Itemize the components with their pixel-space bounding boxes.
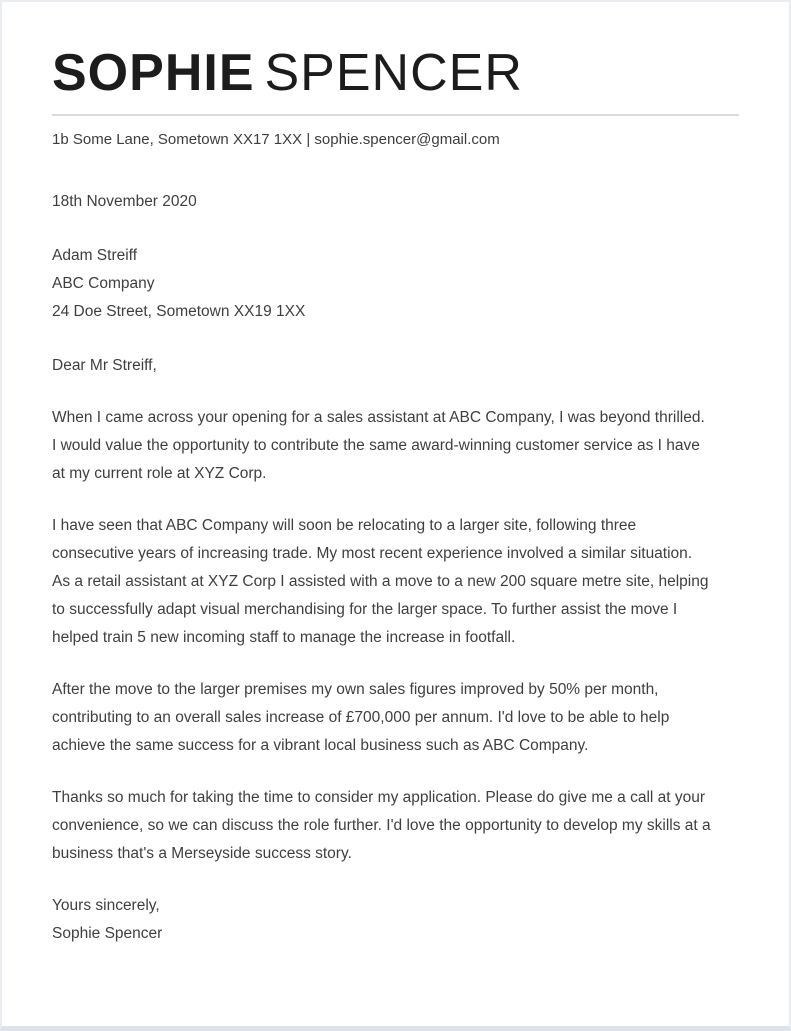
date-line: 18th November 2020 (52, 192, 197, 210)
salutation: Dear Mr Streiff, (52, 356, 157, 374)
recipient-block (52, 242, 712, 326)
closing-block (52, 892, 712, 948)
signature: Sophie Spencer (52, 924, 163, 942)
recipient-name: Adam Streiff (52, 246, 138, 264)
last-name: SPENCER (264, 44, 523, 102)
page-title (52, 46, 739, 101)
paragraph-2: I have seen that ABC Company will soon be relocating to a larger site, following three consecutive years of increasing trade. My most recent experience involved a similar situation. As a retail assistant at XYZ Corp I assisted with a move to a new 200 square metre site, helping to successfully adapt visual merchandising for the larger space. To further assist the move I helped train 5 new incoming staff to manage the increase in footfall. (52, 516, 709, 646)
letter-body (52, 188, 712, 948)
closing: Yours sincerely, (52, 896, 160, 914)
header-divider (52, 114, 739, 116)
paragraph-1: When I came across your opening for a sales assistant at ABC Company, I was beyond thrilled. I would value the opportunity to contribute the same award-winning customer service as I have at my current role at XYZ Corp. (52, 408, 705, 482)
first-name: SOPHIE (52, 44, 255, 102)
paragraph-3: After the move to the larger premises my own sales figures improved by 50% per month, contributing to an overall sales increase of £700,000 per annum. I'd love to be able to help achieve the same success for a vibrant local business such as ABC Company. (52, 680, 670, 754)
recipient-address: 24 Doe Street, Sometown XX19 1XX (52, 302, 306, 320)
paragraph-4: Thanks so much for taking the time to consider my application. Please do give me a call at your convenience, so we can discuss the role further. I'd love the opportunity to develop my skills at a business that's a Merseyside success story. (52, 788, 711, 862)
recipient-company: ABC Company (52, 274, 155, 292)
contact-line: 1b Some Lane, Sometown XX17 1XX | sophie.spencer@gmail.com (52, 130, 500, 148)
